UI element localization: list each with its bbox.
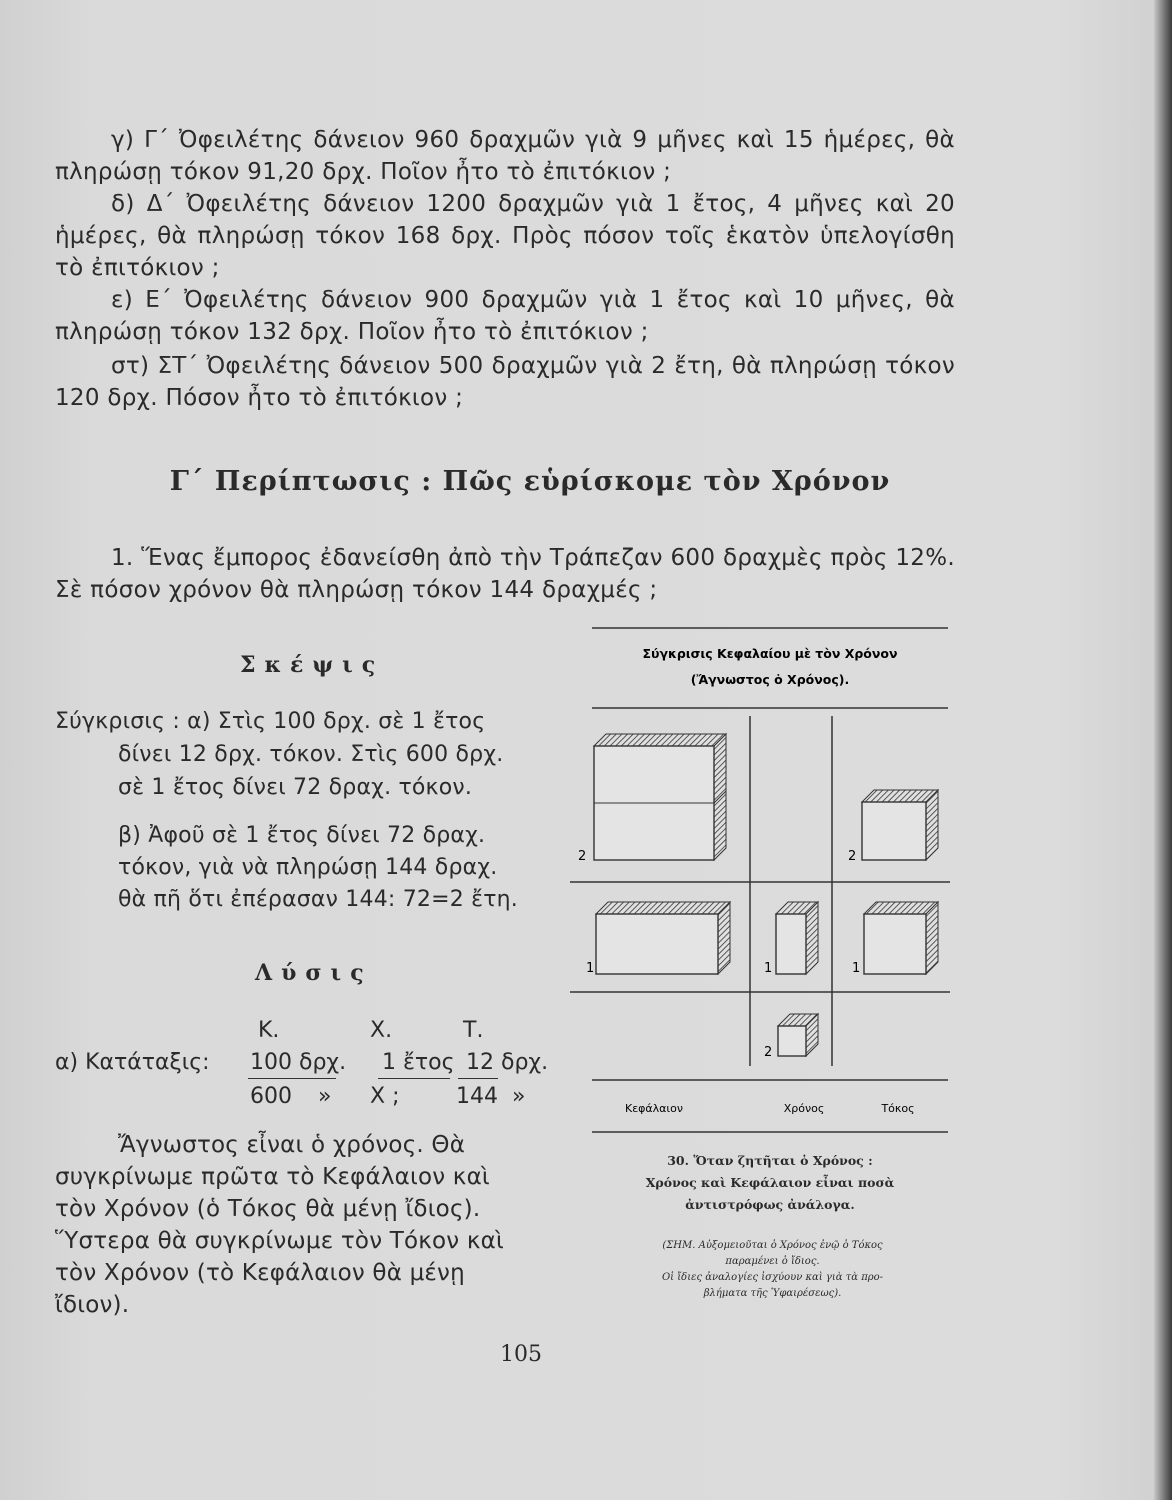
- figure-caption: [592, 1150, 948, 1216]
- skepsis-line: τόκον, γιὰ νὰ πληρώσῃ 144 δραχ.: [118, 855, 498, 880]
- col-label-xronos: Χρόνος: [783, 1102, 825, 1115]
- row2-kefalaion: 600: [250, 1084, 292, 1109]
- figure-note: [600, 1238, 945, 1302]
- col-label-tokos: Τόκος: [881, 1102, 915, 1115]
- label-capital-1: 1: [586, 961, 595, 976]
- lysis-title: Λύσις: [255, 960, 373, 986]
- header-kefalaion: Κ.: [258, 1018, 280, 1043]
- label-capital-2: 2: [578, 849, 587, 864]
- row1-tokos: 12 δρχ.: [466, 1050, 549, 1075]
- row1-kefalaion: 100 δρχ.: [250, 1050, 347, 1075]
- underline: [248, 1078, 336, 1079]
- caption-line: ἀντιστρόφως ἀνάλογα.: [685, 1197, 855, 1212]
- col-label-kefalaion: Κεφάλαιον: [624, 1102, 684, 1115]
- note-line: παραμένει ὁ ἴδιος.: [725, 1256, 820, 1267]
- row1-xronos: 1 ἔτος: [382, 1050, 455, 1075]
- skepsis-line: β) Ἀφοῦ σὲ 1 ἔτος δίνει 72 δραχ.: [118, 823, 486, 848]
- explanation-line: ἴδιον).: [55, 1292, 130, 1318]
- explanation-line: Ἄγνωστος εἶναι ὁ χρόνος. Θὰ: [118, 1132, 466, 1158]
- problem-text: 1. Ἕνας ἔμπορος ἐδανείσθη ἀπὸ τὴν Τράπεζαν 600 δραχμὲς πρὸς 12%. Σὲ πόσον χρόνον θὰ πληρώσῃ τόκον 144 δραχμές ;: [55, 545, 955, 603]
- figure-title-2: (Ἄγνωστος ὁ Χρόνος).: [690, 672, 850, 687]
- interest-box-1: [864, 902, 938, 974]
- underline: [378, 1078, 450, 1079]
- row2-xronos: Χ ;: [370, 1084, 400, 1109]
- time-box-1: [776, 902, 818, 974]
- interest-box-2: [862, 790, 938, 860]
- label-time-2: 2: [764, 1045, 773, 1060]
- exercise-epsilon: ε) Ε΄ Ὀφειλέτης δάνειον 900 δραχμῶν γιὰ 1 ἔτος καὶ 10 μῆνες, θὰ πληρώσῃ τόκον 132 δρχ. Ποῖον ἦτο τὸ ἐπιτόκιον ;: [55, 287, 955, 345]
- exercise-stigma: στ) ΣΤ΄ Ὀφειλέτης δάνειον 500 δραχμῶν γιὰ 2 ἔτη, θὰ πληρώσῃ τόκον 120 δρχ. Πόσον ἦτο τὸ ἐπιτόκιον ;: [55, 353, 955, 411]
- caption-line: Χρόνος καὶ Κεφάλαιον εἶναι ποσὰ: [645, 1175, 895, 1190]
- explanation-line: τὸν Χρόνον (ὁ Τόκος θὰ μένῃ ἴδιος).: [55, 1196, 481, 1222]
- caption-line: 30. Ὅταν ζητῆται ὁ Χρόνος :: [667, 1153, 873, 1168]
- row2-tokos: 144: [456, 1084, 498, 1109]
- explanation-line: τὸν Χρόνον (τὸ Κεφάλαιον θὰ μένῃ: [55, 1260, 465, 1286]
- capital-box-1: [596, 902, 730, 974]
- exercise-delta: δ) Δ΄ Ὀφειλέτης δάνειον 1200 δραχμῶν γιὰ 1 ἔτος, 4 μῆνες καὶ 20 ἡμέρες, θὰ πληρώσῃ τόκον 168 δρχ. Πρὸς πόσον τοῖς ἑκατὸν ὑπελογίσθη τὸ ἐπιτόκιον ;: [55, 191, 955, 281]
- capital-box-2: [594, 734, 726, 860]
- section-heading: Γ΄ Περίπτωσις : Πῶς εὑρίσκομε τὸν Χρόνον: [169, 466, 891, 497]
- explanation-line: Ὕστερα θὰ συγκρίνωμε τὸν Τόκον καὶ: [55, 1228, 504, 1254]
- page-number: 105: [500, 1342, 542, 1367]
- row2-ditto: »: [318, 1084, 332, 1109]
- header-tokos: Τ.: [463, 1018, 484, 1043]
- skepsis-line: δίνει 12 δρχ. τόκον. Στὶς 600 δρχ.: [118, 742, 504, 767]
- label-interest-2: 2: [848, 849, 857, 864]
- note-line: (ΣΗΜ. Αὐξομειοῦται ὁ Χρόνος ἐνῷ ὁ Τόκος: [662, 1240, 883, 1251]
- row2-ditto: »: [512, 1084, 526, 1109]
- header-xronos: Χ.: [370, 1018, 393, 1043]
- comparison-figure: [560, 620, 960, 1140]
- exercise-gamma: γ) Γ΄ Ὀφειλέτης δάνειον 960 δραχμῶν γιὰ 9 μῆνες καὶ 15 ἡμέρες, θὰ πληρώσῃ τόκον 91,20 δρχ. Ποῖον ἦτο τὸ ἐπιτόκιον ;: [55, 127, 955, 185]
- skepsis-line: σὲ 1 ἔτος δίνει 72 δραχ. τόκον.: [118, 775, 473, 800]
- explanation-line: συγκρίνωμε πρῶτα τὸ Κεφάλαιον καὶ: [55, 1164, 490, 1190]
- time-box-2: [778, 1014, 818, 1056]
- note-line: βλήματα τῆς Ὑφαιρέσεως).: [703, 1288, 842, 1299]
- label-time-1: 1: [764, 961, 773, 976]
- kataksis-label: α) Κατάταξις:: [55, 1050, 210, 1075]
- figure-title-1: Σύγκρισις Κεφαλαίου μὲ τὸν Χρόνον: [642, 646, 898, 661]
- page-edge: [1154, 0, 1172, 1500]
- label-interest-1: 1: [852, 961, 861, 976]
- skepsis-line: θὰ πῆ ὅτι ἐπέρασαν 144: 72=2 ἔτη.: [118, 887, 518, 912]
- skepsis-title: Σκέψις: [240, 652, 385, 678]
- underline: [458, 1078, 498, 1079]
- note-line: Οἱ ἴδιες ἀναλογίες ἰσχύουν καὶ γιὰ τὰ προ-: [661, 1272, 884, 1283]
- skepsis-line: Σύγκρισις : α) Στὶς 100 δρχ. σὲ 1 ἔτος: [55, 709, 486, 734]
